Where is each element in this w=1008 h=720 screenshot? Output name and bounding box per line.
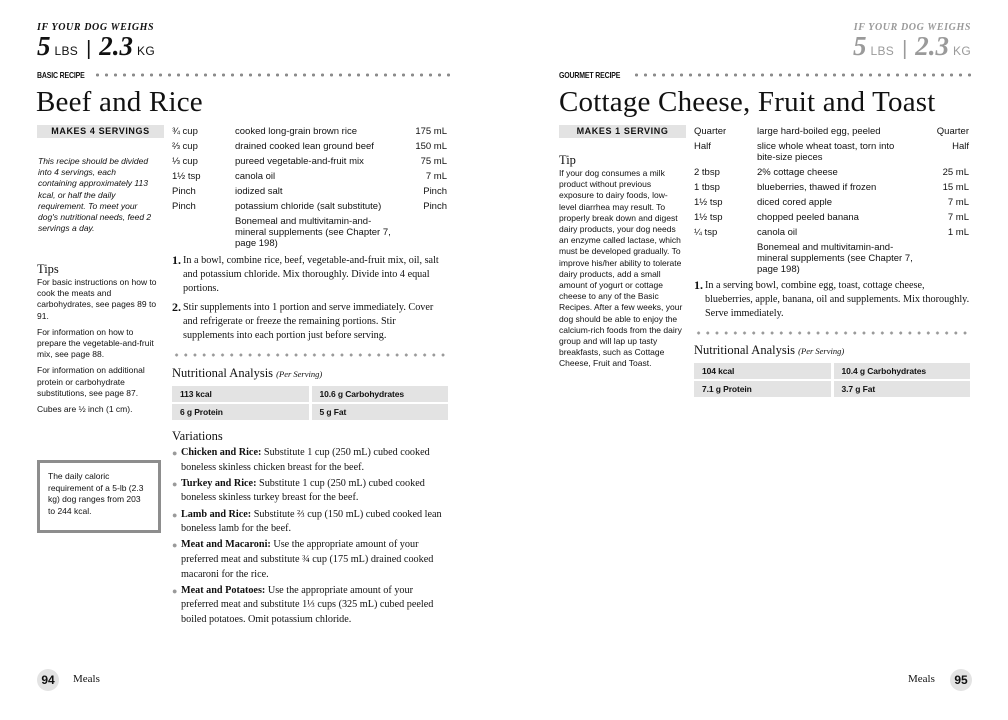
ingredient-metric: 7 mL bbox=[425, 171, 447, 182]
tip-item: For information on how to prepare the vegetable-and-fruit mix, see page 88. bbox=[37, 326, 154, 360]
weight-header-label: IF YOUR DOG WEIGHS bbox=[853, 22, 971, 33]
step-text: Stir supplements into 1 portion and serve immediately. Cover and refrigerate or freeze the remaining portions. Stir supplements into each portion just before serving. bbox=[183, 302, 434, 341]
variation-name: Lamb and Rice: bbox=[181, 508, 252, 520]
ingredient-qty: ⅔ cup bbox=[172, 141, 198, 152]
ingredient-row bbox=[694, 197, 969, 208]
recipe-title: Cottage Cheese, Fruit and Toast bbox=[559, 86, 936, 118]
method-step bbox=[172, 301, 448, 342]
recipe-type-header bbox=[37, 70, 450, 80]
nutrition-heading bbox=[694, 342, 970, 359]
ingredient-qty: 1½ tsp bbox=[172, 171, 201, 182]
nutrition-grid bbox=[172, 386, 448, 420]
ingredient-qty: ¼ tsp bbox=[694, 227, 718, 238]
weight-kg-value: 2.3 bbox=[915, 31, 950, 61]
right-page bbox=[504, 0, 1008, 720]
method-step bbox=[172, 254, 448, 295]
weight-kg-value: 2.3 bbox=[99, 31, 134, 61]
ingredient-metric: 15 mL bbox=[942, 182, 969, 193]
ingredient-metric: Pinch bbox=[423, 186, 447, 197]
weight-values bbox=[37, 31, 155, 61]
ingredient-row bbox=[694, 242, 969, 275]
weight-separator: | bbox=[902, 38, 908, 60]
weight-lbs-value: 5 bbox=[853, 31, 867, 61]
step-text: In a serving bowl, combine egg, toast, cottage cheese, blueberries, apple, banana, oil and supplements. Mix thoroughly. Serve immediately. bbox=[705, 280, 970, 319]
variation-body bbox=[181, 538, 450, 582]
nutrition-heading bbox=[172, 365, 448, 382]
ingredient-desc: 2% cottage cheese bbox=[757, 167, 838, 178]
variation-item bbox=[172, 477, 450, 506]
ingredient-metric: Half bbox=[952, 141, 969, 152]
ingredient-qty: 1½ tsp bbox=[694, 197, 723, 208]
variation-item bbox=[172, 538, 450, 582]
ingredient-metric: 75 mL bbox=[420, 156, 447, 167]
ingredient-qty bbox=[172, 216, 235, 249]
ingredient-desc: canola oil bbox=[235, 171, 276, 182]
nutrition-calories: 113 kcal bbox=[172, 386, 309, 402]
nutrition-carbohydrates: 10.6 g Carbohydrates bbox=[312, 386, 449, 402]
weight-values bbox=[853, 31, 971, 61]
dotted-divider bbox=[172, 353, 448, 357]
ingredient-row bbox=[694, 212, 969, 223]
ingredient-row bbox=[172, 216, 447, 249]
nutrition-fat: 3.7 g Fat bbox=[834, 381, 971, 397]
ingredient-desc: diced cored apple bbox=[757, 197, 832, 208]
ingredient-desc: blueberries, thawed if frozen bbox=[757, 182, 877, 193]
ingredient-metric: Pinch bbox=[423, 201, 447, 212]
ingredient-row bbox=[172, 186, 447, 197]
dog-weight-header bbox=[37, 22, 155, 61]
ingredients-list bbox=[172, 126, 447, 253]
weight-kg-unit: KG bbox=[137, 44, 155, 58]
ingredient-qty: Quarter bbox=[694, 126, 727, 137]
ingredient-row bbox=[172, 126, 447, 137]
nutrition-carbohydrates: 10.4 g Carbohydrates bbox=[834, 363, 971, 379]
method-steps bbox=[172, 254, 448, 349]
tip-heading: Tip bbox=[559, 153, 576, 167]
variation-item bbox=[172, 584, 450, 628]
ingredient-row bbox=[694, 167, 969, 178]
variation-text: Use the appropriate amount of your preferred meat and substitute ¾ cup (175 mL) drained cooked macaroni for the rice. bbox=[181, 539, 434, 580]
method-step bbox=[694, 279, 970, 320]
ingredient-qty: ¾ cup bbox=[172, 126, 198, 137]
caloric-requirement-box: The daily caloric requirement of a 5-lb (2.3 kg) dog ranges from 203 to 244 kcal. bbox=[37, 460, 161, 533]
servings-badge: MAKES 4 SERVINGS bbox=[37, 125, 164, 138]
step-number: 1. bbox=[694, 278, 703, 292]
recipe-type-header bbox=[559, 70, 972, 80]
ingredient-row bbox=[694, 227, 969, 238]
ingredient-qty bbox=[694, 242, 757, 275]
dotted-rule bbox=[93, 73, 450, 77]
ingredient-metric: Quarter bbox=[936, 126, 969, 137]
ingredient-qty: 1½ tsp bbox=[694, 212, 723, 223]
tips-heading: Tips bbox=[37, 262, 59, 276]
ingredient-qty: Pinch bbox=[172, 186, 196, 197]
ingredient-metric: 175 mL bbox=[415, 126, 447, 137]
recipe-type-label: GOURMET RECIPE bbox=[559, 70, 621, 80]
ingredient-qty: Half bbox=[694, 141, 711, 152]
recipe-title: Beef and Rice bbox=[36, 86, 203, 118]
ingredient-desc: pureed vegetable-and-fruit mix bbox=[235, 156, 364, 167]
variation-name: Meat and Potatoes: bbox=[181, 584, 266, 596]
ingredient-row bbox=[172, 156, 447, 167]
ingredient-metric: 25 mL bbox=[942, 167, 969, 178]
weight-separator: | bbox=[86, 38, 92, 60]
ingredient-desc: canola oil bbox=[757, 227, 798, 238]
dotted-divider bbox=[694, 331, 970, 335]
weight-lbs-unit: LBS bbox=[870, 44, 895, 58]
ingredient-qty: Pinch bbox=[172, 201, 196, 212]
nutritional-analysis bbox=[172, 365, 448, 420]
weight-kg-unit: KG bbox=[953, 44, 971, 58]
variation-name: Chicken and Rice: bbox=[181, 447, 262, 458]
bullet-icon: ● bbox=[172, 540, 178, 551]
nutrition-fat: 5 g Fat bbox=[312, 404, 449, 420]
variation-body bbox=[181, 446, 450, 475]
section-name: Meals bbox=[908, 673, 935, 685]
ingredient-desc: chopped peeled banana bbox=[757, 212, 859, 223]
ingredient-desc: drained cooked lean ground beef bbox=[235, 141, 374, 152]
method-steps bbox=[694, 279, 970, 326]
recipe-type-label: BASIC RECIPE bbox=[37, 70, 85, 80]
variation-name: Turkey and Rice: bbox=[181, 477, 257, 489]
servings-badge: MAKES 1 SERVING bbox=[559, 125, 686, 138]
ingredient-desc: slice whole wheat toast, torn into bite-size pieces bbox=[757, 141, 895, 163]
ingredient-metric bbox=[392, 216, 447, 249]
variation-item bbox=[172, 446, 450, 475]
step-number: 2. bbox=[172, 300, 181, 315]
nutrition-heading-text: Nutritional Analysis bbox=[694, 343, 796, 357]
variation-text: Substitute 1 cup (250 mL) cubed cooked boneless skinless turkey breast for the beef. bbox=[181, 477, 425, 504]
weight-lbs-value: 5 bbox=[37, 31, 51, 61]
nutrition-protein: 6 g Protein bbox=[172, 404, 309, 420]
page-number: 95 bbox=[950, 669, 972, 691]
dotted-rule bbox=[632, 73, 972, 77]
nutritional-analysis bbox=[694, 342, 970, 397]
ingredient-desc: Bonemeal and multivitamin-and-mineral supplements (see Chapter 7, page 198) bbox=[235, 216, 391, 249]
weight-lbs-unit: LBS bbox=[54, 44, 79, 58]
variation-item bbox=[172, 508, 450, 537]
ingredient-metric bbox=[914, 242, 969, 275]
nutrition-per-serving: (Per Serving) bbox=[798, 346, 845, 356]
ingredient-metric: 150 mL bbox=[415, 141, 447, 152]
ingredient-row bbox=[172, 171, 447, 182]
step-number: 1. bbox=[172, 253, 181, 267]
ingredient-qty: 1 tbsp bbox=[694, 182, 720, 193]
ingredient-row bbox=[694, 182, 969, 193]
tip-item: For information on additional protein or carbohydrate substitutions, see page 87. bbox=[37, 365, 145, 398]
variation-body bbox=[181, 508, 450, 537]
ingredient-metric: 7 mL bbox=[947, 212, 969, 223]
ingredient-row bbox=[172, 141, 447, 152]
variation-text: Substitute ⅔ cup (150 mL) cubed cooked lean boneless lamb for the beef. bbox=[181, 508, 442, 535]
ingredient-metric: 1 mL bbox=[947, 227, 969, 238]
ingredient-desc: potassium chloride (salt substitute) bbox=[235, 201, 382, 212]
nutrition-heading-text: Nutritional Analysis bbox=[172, 366, 274, 380]
tip-text: If your dog consumes a milk product without previous exposure to dairy foods, low-level diarrhea may result. To properly break down and digest dairy products, your dog needs an enzyme called lactase, which must be developed gradually. To improve his/her ability to tolerate dairy products, add a small amount of yogurt or cottage cheese to any of the Basic Recipes. After a few weeks, your dog should be able to enjoy the calcium-rich foods from the dairy group and will lap up tasty breakfasts, such as Cottage Cheese, Fruit and Toast. bbox=[559, 168, 683, 369]
ingredient-desc: iodized salt bbox=[235, 186, 283, 197]
step-text: In a bowl, combine rice, beef, vegetable-and-fruit mix, oil, salt and potassium chloride. Mix thoroughly. Divide into 4 equal portions. bbox=[183, 255, 439, 294]
tip-item: Cubes are ½ inch (1 cm). bbox=[37, 404, 133, 415]
bullet-icon: ● bbox=[172, 509, 178, 520]
nutrition-per-serving: (Per Serving) bbox=[276, 369, 323, 379]
ingredient-row bbox=[172, 201, 447, 212]
tip-section bbox=[559, 153, 683, 375]
nutrition-calories: 104 kcal bbox=[694, 363, 831, 379]
variation-body bbox=[181, 584, 450, 628]
page-number: 94 bbox=[37, 669, 59, 691]
ingredient-qty: 2 tbsp bbox=[694, 167, 720, 178]
variations-heading: Variations bbox=[172, 429, 223, 443]
ingredient-row bbox=[694, 141, 969, 163]
variation-text: Substitute 1 cup (250 mL) cubed cooked boneless skinless chicken breast for the beef. bbox=[181, 447, 430, 473]
ingredient-row bbox=[694, 126, 969, 137]
bullet-icon: ● bbox=[172, 448, 178, 458]
variation-body bbox=[181, 477, 450, 506]
ingredient-desc: Bonemeal and multivitamin-and-mineral supplements (see Chapter 7, page 198) bbox=[757, 242, 913, 275]
nutrition-protein: 7.1 g Protein bbox=[694, 381, 831, 397]
ingredients-list bbox=[694, 126, 969, 279]
tip-item: For basic instructions on how to cook the meats and carbohydrates, see pages 89 to 91. bbox=[37, 277, 157, 321]
ingredient-metric: 7 mL bbox=[947, 197, 969, 208]
nutrition-grid bbox=[694, 363, 970, 397]
intro-note: This recipe should be divided into 4 servings, each containing approximately 113 kcal, or half the daily requirement. To meet your dog's nutritional needs, feed 2 servings a day. bbox=[38, 156, 152, 234]
bullet-icon: ● bbox=[172, 585, 178, 596]
dog-weight-header bbox=[853, 22, 971, 61]
variation-name: Meat and Macaroni: bbox=[181, 539, 271, 551]
ingredient-desc: large hard-boiled egg, peeled bbox=[757, 126, 881, 137]
section-name: Meals bbox=[73, 673, 100, 685]
tips-section bbox=[37, 262, 159, 420]
variations-section bbox=[172, 428, 450, 629]
ingredient-qty: ⅓ cup bbox=[172, 156, 198, 167]
variation-text: Use the appropriate amount of your preferred meat and substitute 1⅓ cups (325 mL) cubed peeled boiled potatoes. Omit potassium chloride. bbox=[181, 584, 434, 625]
ingredient-desc: cooked long-grain brown rice bbox=[235, 126, 357, 137]
bullet-icon: ● bbox=[172, 478, 178, 489]
weight-header-label: IF YOUR DOG WEIGHS bbox=[37, 22, 155, 33]
